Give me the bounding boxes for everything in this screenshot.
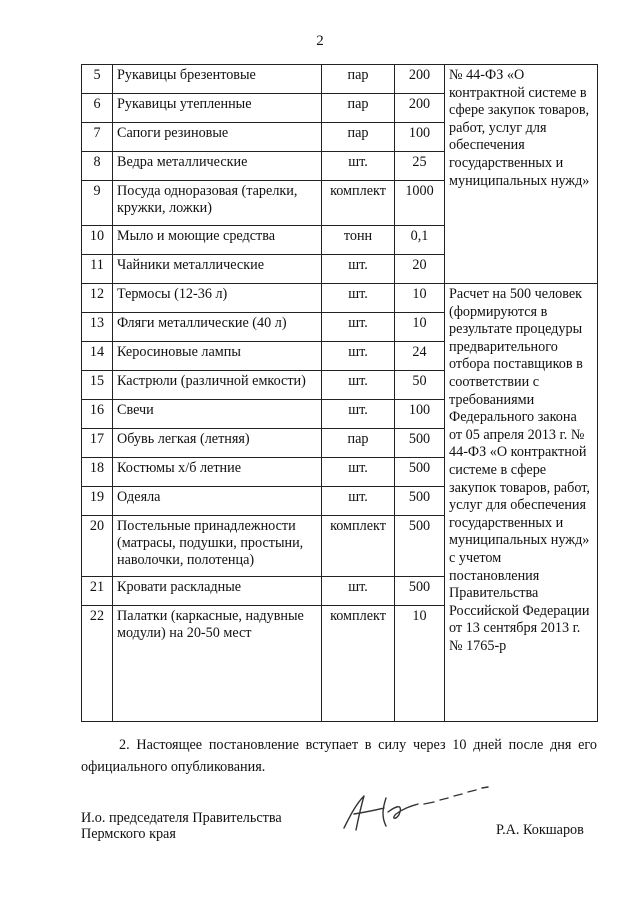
item-name: Фляги металлические (40 л) [113,313,322,342]
note-calculation-basis: Расчет на 500 человек (формируются в результате процедуры предварительного отбора поставщиков в соответствии с требованиями Федерального закона от 05 апреля 2013 г. № 44-ФЗ «О контрактной системе в сфере закупок товаров, работ, услуг для обеспечения государственных и муниципальных нужд» с учетом постановления Правительства Российской Федерации от 13 сентября 2013 г. № 1765-р [445,284,598,722]
item-name: Свечи [113,400,322,429]
row-number: 17 [82,429,113,458]
item-unit: комплект [322,516,395,577]
item-quantity: 200 [395,65,445,94]
row-number: 9 [82,181,113,226]
row-number: 13 [82,313,113,342]
item-name: Рукавицы брезентовые [113,65,322,94]
item-name: Одеяла [113,487,322,516]
item-quantity: 24 [395,342,445,371]
item-quantity: 20 [395,255,445,284]
item-unit: шт. [322,255,395,284]
item-unit: шт. [322,400,395,429]
item-name: Костюмы х/б летние [113,458,322,487]
row-number: 15 [82,371,113,400]
row-number: 10 [82,226,113,255]
item-unit: пар [322,65,395,94]
item-unit: шт. [322,371,395,400]
item-quantity: 500 [395,458,445,487]
item-unit: комплект [322,606,395,722]
item-name: Мыло и моющие средства [113,226,322,255]
item-name: Ведра металлические [113,152,322,181]
item-unit: пар [322,429,395,458]
item-name: Сапоги резиновые [113,123,322,152]
item-name: Обувь легкая (летняя) [113,429,322,458]
item-name: Керосиновые лампы [113,342,322,371]
item-name: Рукавицы утепленные [113,94,322,123]
item-name: Кровати раскладные [113,577,322,606]
item-quantity: 500 [395,487,445,516]
row-number: 20 [82,516,113,577]
item-quantity: 200 [395,94,445,123]
item-unit: комплект [322,181,395,226]
row-number: 12 [82,284,113,313]
item-unit: тонн [322,226,395,255]
item-name: Палатки (каркасные, надувные модули) на 20-50 мест [113,606,322,722]
item-quantity: 10 [395,606,445,722]
item-name: Постельные принадлежности (матрасы, подушки, простыни, наволочки, полотенца) [113,516,322,577]
item-quantity: 100 [395,123,445,152]
item-unit: шт. [322,577,395,606]
item-quantity: 500 [395,577,445,606]
page-number: 2 [316,33,324,49]
signatory-name: Р.А. Кокшаров [496,822,584,838]
item-unit: шт. [322,152,395,181]
item-name: Термосы (12-36 л) [113,284,322,313]
item-quantity: 500 [395,516,445,577]
signatory-block [81,810,282,842]
signatory-region: Пермского края [81,826,176,842]
table-row [82,65,598,94]
row-number: 21 [82,577,113,606]
note-legal-basis-top: № 44-ФЗ «О контрактной системе в сфере закупок товаров, работ, услуг для обеспечения государственных и муниципальных нужд» [445,65,598,284]
handwritten-signature [336,778,496,838]
item-unit: шт. [322,487,395,516]
item-name: Кастрюли (различной емкости) [113,371,322,400]
row-number: 14 [82,342,113,371]
row-number: 22 [82,606,113,722]
item-name: Посуда одноразовая (тарелки, кружки, ложки) [113,181,322,226]
supplies-table [81,64,598,722]
row-number: 7 [82,123,113,152]
row-number: 8 [82,152,113,181]
item-name: Чайники металлические [113,255,322,284]
item-unit: пар [322,123,395,152]
signatory-title: И.о. председателя Правительства [81,810,282,826]
item-quantity: 0,1 [395,226,445,255]
item-unit: пар [322,94,395,123]
item-quantity: 1000 [395,181,445,226]
row-number: 5 [82,65,113,94]
row-number: 19 [82,487,113,516]
item-unit: шт. [322,458,395,487]
paragraph-2: 2. Настоящее постановление вступает в силу через 10 дней после дня его официального опубликования. [81,737,597,775]
item-quantity: 25 [395,152,445,181]
item-quantity: 10 [395,313,445,342]
row-number: 18 [82,458,113,487]
row-number: 6 [82,94,113,123]
row-number: 16 [82,400,113,429]
item-quantity: 500 [395,429,445,458]
row-number: 11 [82,255,113,284]
item-quantity: 50 [395,371,445,400]
item-quantity: 10 [395,284,445,313]
table-row [82,284,598,313]
item-unit: шт. [322,284,395,313]
item-quantity: 100 [395,400,445,429]
item-unit: шт. [322,313,395,342]
item-unit: шт. [322,342,395,371]
